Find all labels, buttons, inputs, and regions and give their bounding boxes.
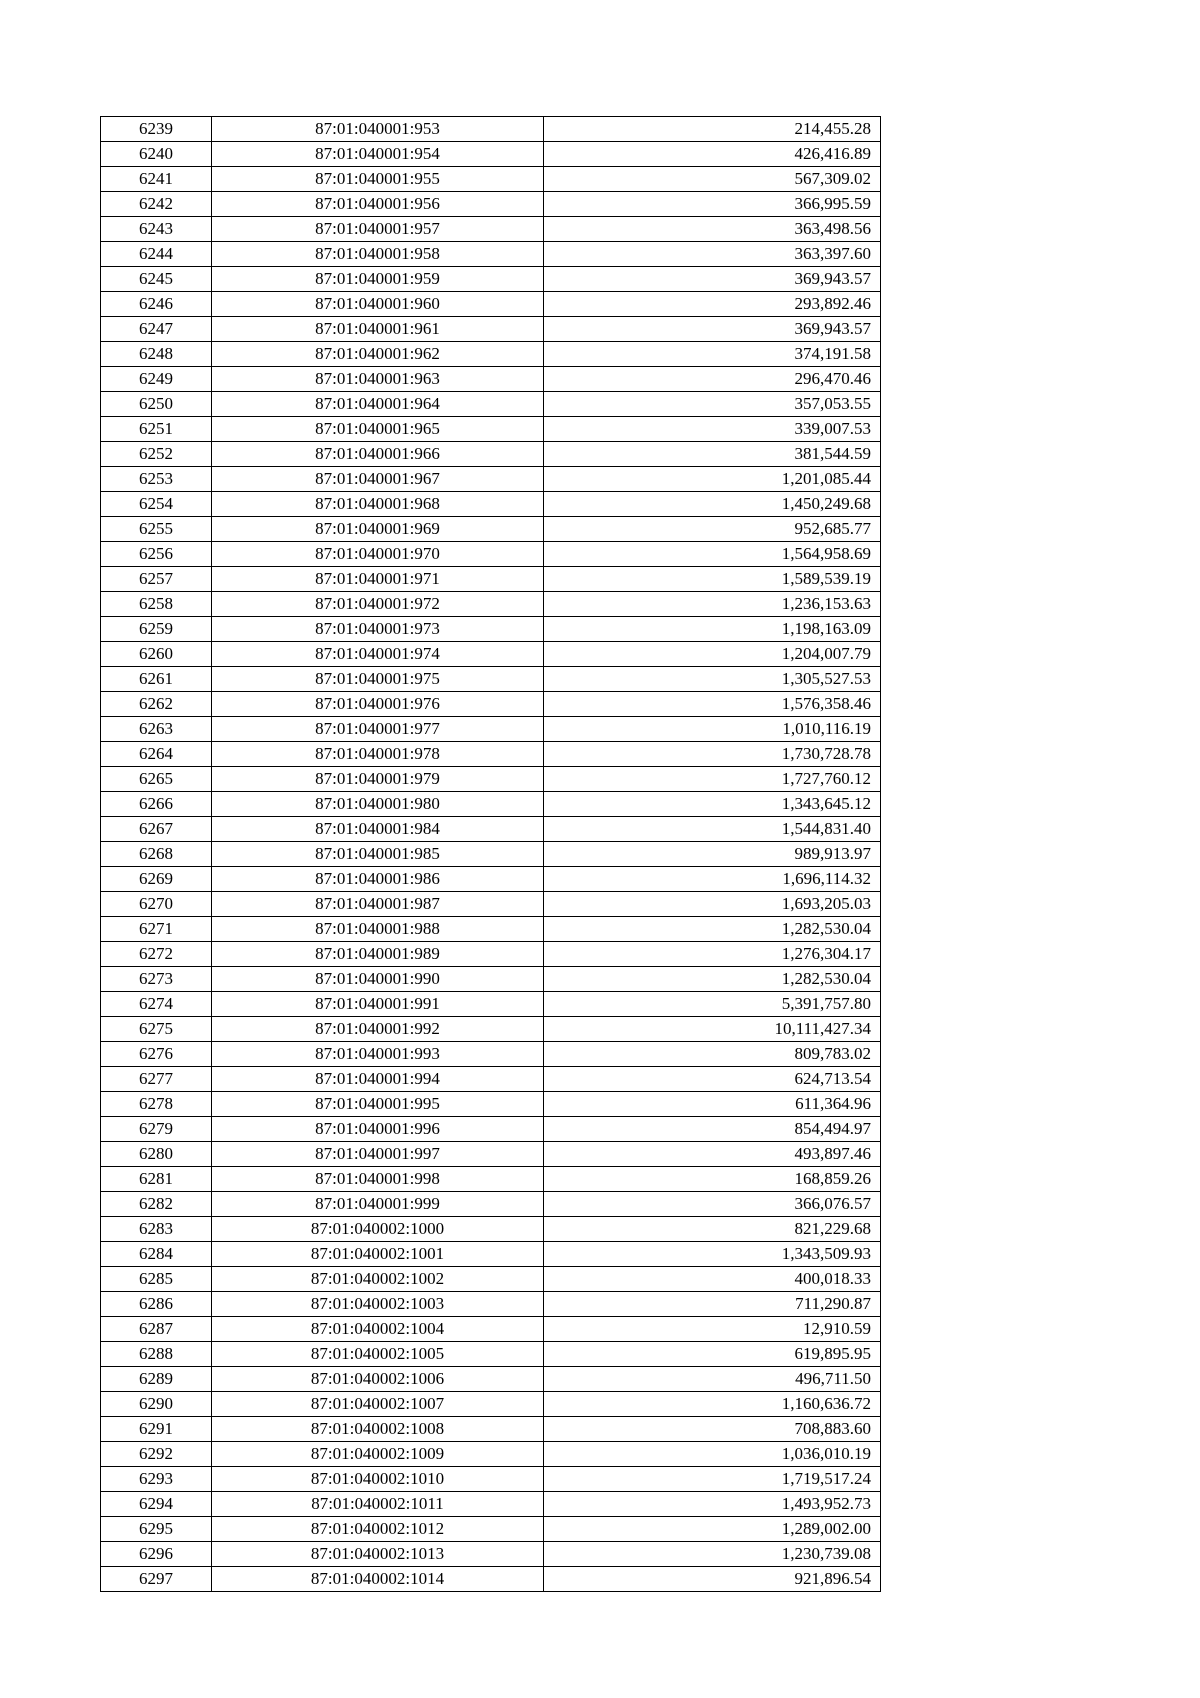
cadastral-number-cell: 87:01:040001:953 — [212, 117, 544, 142]
cadastral-number-cell: 87:01:040002:1003 — [212, 1292, 544, 1317]
row-number-cell: 6255 — [101, 517, 212, 542]
cadastral-number-cell: 87:01:040001:992 — [212, 1017, 544, 1042]
table-row — [101, 567, 881, 592]
cadastral-value-cell: 1,276,304.17 — [544, 942, 881, 967]
cadastral-number-cell: 87:01:040002:1012 — [212, 1517, 544, 1542]
cadastral-number-cell: 87:01:040002:1000 — [212, 1217, 544, 1242]
cadastral-value-cell: 1,201,085.44 — [544, 467, 881, 492]
row-number-cell: 6250 — [101, 392, 212, 417]
table-row — [101, 167, 881, 192]
cadastral-value-cell: 1,493,952.73 — [544, 1492, 881, 1517]
row-number-cell: 6296 — [101, 1542, 212, 1567]
cadastral-value-cell: 1,305,527.53 — [544, 667, 881, 692]
table-row — [101, 617, 881, 642]
table-row — [101, 1467, 881, 1492]
cadastral-value-cell: 1,696,114.32 — [544, 867, 881, 892]
table-row — [101, 217, 881, 242]
cadastral-number-cell: 87:01:040001:957 — [212, 217, 544, 242]
cadastral-value-cell: 339,007.53 — [544, 417, 881, 442]
cadastral-value-cell: 5,391,757.80 — [544, 992, 881, 1017]
cadastral-number-cell: 87:01:040001:965 — [212, 417, 544, 442]
table-row — [101, 242, 881, 267]
cadastral-value-cell: 496,711.50 — [544, 1367, 881, 1392]
row-number-cell: 6268 — [101, 842, 212, 867]
table-body — [101, 117, 881, 1592]
cadastral-value-cell: 1,010,116.19 — [544, 717, 881, 742]
row-number-cell: 6241 — [101, 167, 212, 192]
row-number-cell: 6270 — [101, 892, 212, 917]
cadastral-value-cell: 1,719,517.24 — [544, 1467, 881, 1492]
row-number-cell: 6279 — [101, 1117, 212, 1142]
row-number-cell: 6261 — [101, 667, 212, 692]
cadastral-value-cell: 363,498.56 — [544, 217, 881, 242]
cadastral-value-cell: 821,229.68 — [544, 1217, 881, 1242]
row-number-cell: 6280 — [101, 1142, 212, 1167]
cadastral-value-cell: 1,282,530.04 — [544, 917, 881, 942]
cadastral-number-cell: 87:01:040001:998 — [212, 1167, 544, 1192]
row-number-cell: 6264 — [101, 742, 212, 767]
table-row — [101, 1492, 881, 1517]
row-number-cell: 6287 — [101, 1317, 212, 1342]
row-number-cell: 6266 — [101, 792, 212, 817]
cadastral-number-cell: 87:01:040002:1010 — [212, 1467, 544, 1492]
table-row — [101, 342, 881, 367]
table-row — [101, 717, 881, 742]
row-number-cell: 6259 — [101, 617, 212, 642]
table-row — [101, 767, 881, 792]
cadastral-value-cell: 1,036,010.19 — [544, 1442, 881, 1467]
table-row — [101, 942, 881, 967]
cadastral-value-cell: 363,397.60 — [544, 242, 881, 267]
cadastral-number-cell: 87:01:040002:1001 — [212, 1242, 544, 1267]
cadastral-number-cell: 87:01:040001:958 — [212, 242, 544, 267]
row-number-cell: 6260 — [101, 642, 212, 667]
row-number-cell: 6251 — [101, 417, 212, 442]
cadastral-value-cell: 374,191.58 — [544, 342, 881, 367]
row-number-cell: 6273 — [101, 967, 212, 992]
table-row — [101, 492, 881, 517]
row-number-cell: 6281 — [101, 1167, 212, 1192]
row-number-cell: 6245 — [101, 267, 212, 292]
table-row — [101, 642, 881, 667]
cadastral-number-cell: 87:01:040001:994 — [212, 1067, 544, 1092]
cadastral-value-cell: 1,544,831.40 — [544, 817, 881, 842]
table-row — [101, 692, 881, 717]
cadastral-value-cell: 619,895.95 — [544, 1342, 881, 1367]
row-number-cell: 6272 — [101, 942, 212, 967]
row-number-cell: 6291 — [101, 1417, 212, 1442]
row-number-cell: 6258 — [101, 592, 212, 617]
row-number-cell: 6239 — [101, 117, 212, 142]
cadastral-number-cell: 87:01:040001:959 — [212, 267, 544, 292]
cadastral-number-cell: 87:01:040001:973 — [212, 617, 544, 642]
row-number-cell: 6246 — [101, 292, 212, 317]
row-number-cell: 6284 — [101, 1242, 212, 1267]
cadastral-number-cell: 87:01:040001:976 — [212, 692, 544, 717]
table-row — [101, 1217, 881, 1242]
cadastral-value-cell: 711,290.87 — [544, 1292, 881, 1317]
table-row — [101, 667, 881, 692]
cadastral-value-cell: 1,576,358.46 — [544, 692, 881, 717]
table-row — [101, 1542, 881, 1567]
cadastral-number-cell: 87:01:040001:990 — [212, 967, 544, 992]
row-number-cell: 6253 — [101, 467, 212, 492]
cadastral-value-cell: 989,913.97 — [544, 842, 881, 867]
cadastral-number-cell: 87:01:040001:993 — [212, 1042, 544, 1067]
cadastral-value-cell: 1,727,760.12 — [544, 767, 881, 792]
table-row — [101, 842, 881, 867]
row-number-cell: 6249 — [101, 367, 212, 392]
cadastral-value-cell: 1,230,739.08 — [544, 1542, 881, 1567]
table-row — [101, 1192, 881, 1217]
cadastral-number-cell: 87:01:040002:1006 — [212, 1367, 544, 1392]
table-row — [101, 367, 881, 392]
cadastral-value-cell: 366,995.59 — [544, 192, 881, 217]
cadastral-value-cell: 1,236,153.63 — [544, 592, 881, 617]
table-row — [101, 917, 881, 942]
row-number-cell: 6256 — [101, 542, 212, 567]
table-row — [101, 1067, 881, 1092]
cadastral-number-cell: 87:01:040001:999 — [212, 1192, 544, 1217]
cadastral-number-cell: 87:01:040001:969 — [212, 517, 544, 542]
table-row — [101, 1517, 881, 1542]
cadastral-number-cell: 87:01:040001:971 — [212, 567, 544, 592]
table-row — [101, 1367, 881, 1392]
cadastral-value-cell: 493,897.46 — [544, 1142, 881, 1167]
table-row — [101, 467, 881, 492]
table-row — [101, 117, 881, 142]
table-row — [101, 1442, 881, 1467]
row-number-cell: 6276 — [101, 1042, 212, 1067]
row-number-cell: 6295 — [101, 1517, 212, 1542]
cadastral-value-cell: 708,883.60 — [544, 1417, 881, 1442]
cadastral-value-cell: 1,282,530.04 — [544, 967, 881, 992]
cadastral-value-cell: 296,470.46 — [544, 367, 881, 392]
cadastral-number-cell: 87:01:040001:972 — [212, 592, 544, 617]
cadastral-number-cell: 87:01:040001:955 — [212, 167, 544, 192]
cadastral-number-cell: 87:01:040001:961 — [212, 317, 544, 342]
row-number-cell: 6267 — [101, 817, 212, 842]
row-number-cell: 6282 — [101, 1192, 212, 1217]
table-row — [101, 142, 881, 167]
cadastral-number-cell: 87:01:040002:1013 — [212, 1542, 544, 1567]
cadastral-number-cell: 87:01:040002:1004 — [212, 1317, 544, 1342]
cadastral-number-cell: 87:01:040001:956 — [212, 192, 544, 217]
cadastral-value-cell: 400,018.33 — [544, 1267, 881, 1292]
cadastral-number-cell: 87:01:040001:988 — [212, 917, 544, 942]
row-number-cell: 6297 — [101, 1567, 212, 1592]
row-number-cell: 6263 — [101, 717, 212, 742]
cadastral-number-cell: 87:01:040002:1002 — [212, 1267, 544, 1292]
row-number-cell: 6293 — [101, 1467, 212, 1492]
cadastral-value-cell: 214,455.28 — [544, 117, 881, 142]
table-row — [101, 317, 881, 342]
cadastral-value-cell: 854,494.97 — [544, 1117, 881, 1142]
table-row — [101, 1142, 881, 1167]
table-row — [101, 1117, 881, 1142]
cadastral-value-cell: 809,783.02 — [544, 1042, 881, 1067]
table-row — [101, 517, 881, 542]
cadastral-number-cell: 87:01:040001:975 — [212, 667, 544, 692]
table-row — [101, 442, 881, 467]
cadastral-number-cell: 87:01:040001:979 — [212, 767, 544, 792]
cadastral-number-cell: 87:01:040001:977 — [212, 717, 544, 742]
cadastral-value-cell: 611,364.96 — [544, 1092, 881, 1117]
cadastral-number-cell: 87:01:040001:991 — [212, 992, 544, 1017]
cadastral-value-cell: 952,685.77 — [544, 517, 881, 542]
cadastral-number-cell: 87:01:040001:954 — [212, 142, 544, 167]
table-row — [101, 267, 881, 292]
table-row — [101, 1092, 881, 1117]
cadastral-number-cell: 87:01:040001:987 — [212, 892, 544, 917]
cadastral-number-cell: 87:01:040001:989 — [212, 942, 544, 967]
cadastral-number-cell: 87:01:040001:962 — [212, 342, 544, 367]
table-row — [101, 292, 881, 317]
cadastral-number-cell: 87:01:040002:1009 — [212, 1442, 544, 1467]
cadastral-number-cell: 87:01:040001:986 — [212, 867, 544, 892]
table-row — [101, 1242, 881, 1267]
table-row — [101, 392, 881, 417]
table-row — [101, 992, 881, 1017]
row-number-cell: 6247 — [101, 317, 212, 342]
row-number-cell: 6288 — [101, 1342, 212, 1367]
row-number-cell: 6292 — [101, 1442, 212, 1467]
row-number-cell: 6254 — [101, 492, 212, 517]
table-row — [101, 1292, 881, 1317]
cadastral-number-cell: 87:01:040001:980 — [212, 792, 544, 817]
row-number-cell: 6275 — [101, 1017, 212, 1042]
row-number-cell: 6285 — [101, 1267, 212, 1292]
cadastral-number-cell: 87:01:040001:963 — [212, 367, 544, 392]
row-number-cell: 6278 — [101, 1092, 212, 1117]
cadastral-value-cell: 10,111,427.34 — [544, 1017, 881, 1042]
cadastral-number-cell: 87:01:040002:1011 — [212, 1492, 544, 1517]
table-row — [101, 592, 881, 617]
table-row — [101, 192, 881, 217]
table-row — [101, 892, 881, 917]
cadastral-number-cell: 87:01:040001:968 — [212, 492, 544, 517]
row-number-cell: 6265 — [101, 767, 212, 792]
table-row — [101, 1017, 881, 1042]
row-number-cell: 6243 — [101, 217, 212, 242]
table-row — [101, 1267, 881, 1292]
cadastral-value-cell: 624,713.54 — [544, 1067, 881, 1092]
cadastral-value-cell: 1,450,249.68 — [544, 492, 881, 517]
cadastral-number-cell: 87:01:040002:1007 — [212, 1392, 544, 1417]
row-number-cell: 6290 — [101, 1392, 212, 1417]
cadastral-value-cell: 1,693,205.03 — [544, 892, 881, 917]
cadastral-value-cell: 293,892.46 — [544, 292, 881, 317]
cadastral-number-cell: 87:01:040001:967 — [212, 467, 544, 492]
table-row — [101, 817, 881, 842]
row-number-cell: 6262 — [101, 692, 212, 717]
table-row — [101, 792, 881, 817]
row-number-cell: 6252 — [101, 442, 212, 467]
cadastral-value-cell: 1,343,509.93 — [544, 1242, 881, 1267]
table-row — [101, 967, 881, 992]
row-number-cell: 6271 — [101, 917, 212, 942]
cadastral-value-cell: 12,910.59 — [544, 1317, 881, 1342]
cadastral-number-cell: 87:01:040001:984 — [212, 817, 544, 842]
cadastral-value-cell: 426,416.89 — [544, 142, 881, 167]
table-row — [101, 1317, 881, 1342]
table-row — [101, 742, 881, 767]
cadastral-number-cell: 87:01:040001:966 — [212, 442, 544, 467]
cadastral-number-cell: 87:01:040001:997 — [212, 1142, 544, 1167]
row-number-cell: 6240 — [101, 142, 212, 167]
cadastral-number-cell: 87:01:040002:1014 — [212, 1567, 544, 1592]
table-row — [101, 1042, 881, 1067]
cadastral-number-cell: 87:01:040001:974 — [212, 642, 544, 667]
cadastral-value-cell: 1,204,007.79 — [544, 642, 881, 667]
row-number-cell: 6248 — [101, 342, 212, 367]
table-row — [101, 542, 881, 567]
row-number-cell: 6274 — [101, 992, 212, 1017]
cadastral-value-cell: 366,076.57 — [544, 1192, 881, 1217]
cadastral-number-cell: 87:01:040001:996 — [212, 1117, 544, 1142]
row-number-cell: 6283 — [101, 1217, 212, 1242]
row-number-cell: 6277 — [101, 1067, 212, 1092]
cadastral-value-cell: 1,289,002.00 — [544, 1517, 881, 1542]
cadastral-value-cell: 921,896.54 — [544, 1567, 881, 1592]
cadastral-number-cell: 87:01:040001:995 — [212, 1092, 544, 1117]
table-row — [101, 1167, 881, 1192]
cadastral-value-cell: 1,564,958.69 — [544, 542, 881, 567]
cadastral-value-cell: 1,198,163.09 — [544, 617, 881, 642]
cadastral-value-cell: 369,943.57 — [544, 267, 881, 292]
table-row — [101, 1417, 881, 1442]
cadastral-value-cell: 1,589,539.19 — [544, 567, 881, 592]
row-number-cell: 6286 — [101, 1292, 212, 1317]
table-row — [101, 1342, 881, 1367]
cadastral-number-cell: 87:01:040001:964 — [212, 392, 544, 417]
cadastral-value-table — [100, 116, 881, 1592]
cadastral-number-cell: 87:01:040001:978 — [212, 742, 544, 767]
cadastral-number-cell: 87:01:040001:970 — [212, 542, 544, 567]
cadastral-number-cell: 87:01:040001:960 — [212, 292, 544, 317]
table-row — [101, 417, 881, 442]
cadastral-number-cell: 87:01:040002:1008 — [212, 1417, 544, 1442]
table-row — [101, 1567, 881, 1592]
cadastral-value-cell: 369,943.57 — [544, 317, 881, 342]
cadastral-value-cell: 381,544.59 — [544, 442, 881, 467]
row-number-cell: 6289 — [101, 1367, 212, 1392]
row-number-cell: 6269 — [101, 867, 212, 892]
table-row — [101, 867, 881, 892]
row-number-cell: 6244 — [101, 242, 212, 267]
row-number-cell: 6242 — [101, 192, 212, 217]
cadastral-number-cell: 87:01:040001:985 — [212, 842, 544, 867]
row-number-cell: 6294 — [101, 1492, 212, 1517]
cadastral-value-cell: 168,859.26 — [544, 1167, 881, 1192]
cadastral-value-cell: 357,053.55 — [544, 392, 881, 417]
cadastral-value-cell: 567,309.02 — [544, 167, 881, 192]
cadastral-value-cell: 1,343,645.12 — [544, 792, 881, 817]
table-row — [101, 1392, 881, 1417]
cadastral-number-cell: 87:01:040002:1005 — [212, 1342, 544, 1367]
row-number-cell: 6257 — [101, 567, 212, 592]
cadastral-value-cell: 1,160,636.72 — [544, 1392, 881, 1417]
cadastral-value-cell: 1,730,728.78 — [544, 742, 881, 767]
